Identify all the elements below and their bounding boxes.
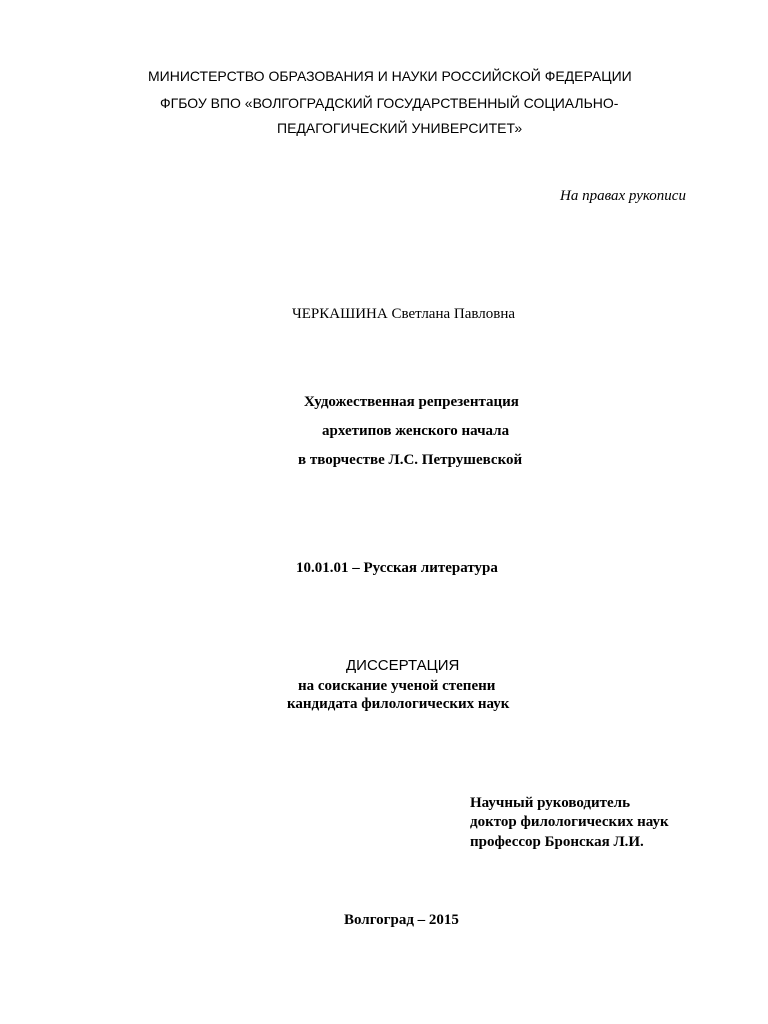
degree-line2: кандидата филологических наук: [287, 696, 510, 712]
author-name: [292, 307, 515, 322]
author-surname: ЧЕРКАШИНА: [292, 306, 388, 322]
author-given-names: Светлана Павловна: [391, 306, 516, 322]
advisor-name: профессор Бронская Л.И.: [470, 834, 644, 850]
dissertation-title-line1: Художественная репрезентация: [304, 394, 519, 410]
degree-line1: на соискание ученой степени: [298, 678, 496, 694]
rights-note: На правах рукописи: [560, 188, 686, 204]
dissertation-title-line3: в творчестве Л.С. Петрушевской: [298, 452, 523, 468]
city-year: Волгоград – 2015: [344, 912, 459, 928]
dissertation-title-line2: архетипов женского начала: [322, 423, 510, 439]
advisor-role: Научный руководитель: [470, 795, 630, 811]
advisor-degree: доктор филологических наук: [470, 814, 669, 830]
specialty-code: 10.01.01 – Русская литература: [296, 560, 498, 576]
ministry-heading: МИНИСТЕРСТВО ОБРАЗОВАНИЯ И НАУКИ РОССИЙСКОЙ ФЕДЕРАЦИИ: [148, 68, 632, 84]
university-heading-line2: ПЕДАГОГИЧЕСКИЙ УНИВЕРСИТЕТ»: [277, 120, 523, 136]
university-heading-line1: ФГБОУ ВПО «ВОЛГОГРАДСКИЙ ГОСУДАРСТВЕННЫЙ СОЦИАЛЬНО-: [160, 95, 619, 111]
dissertation-label: ДИССЕРТАЦИЯ: [346, 657, 460, 674]
